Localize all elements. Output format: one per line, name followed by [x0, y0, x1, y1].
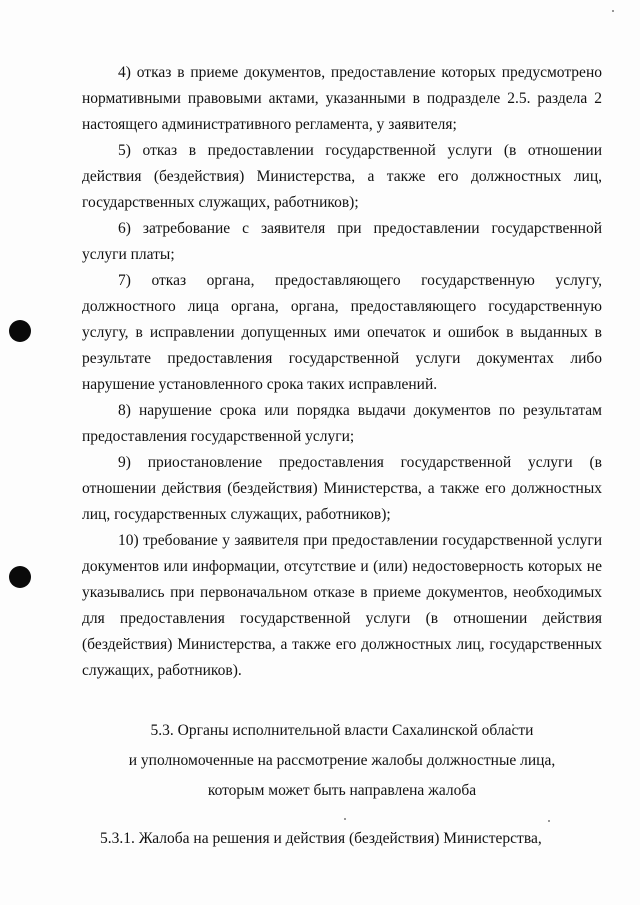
paragraph-5-3-1: 5.3.1. Жалоба на решения и действия (бездействия) Министерства,	[100, 830, 542, 847]
heading-line-1: 5.3. Органы исполнительной власти Сахалинской области	[150, 722, 534, 739]
document-body	[82, 60, 602, 852]
punch-hole-top	[9, 320, 31, 342]
paragraph-item-6: 6) затребование с заявителя при предоставлении государственной услуги платы;	[82, 220, 602, 263]
paragraph-item-4: 4) отказ в приеме документов, предоставление которых предусмотрено нормативными правовыми актами, указанными в подразделе 2.5. раздела 2 настоящего административного регламента, у заявителя;	[82, 64, 602, 133]
paragraph-item-10: 10) требование у заявителя при предоставлении государственной услуги документов или информации, отсутствие и (или) недостоверность которых не указывались при первоначальном отказе в приеме документов, необходимых для предоставления государственной услуги (в отношении действия (бездействия) Министерства, а также его должностных лиц, государственных служащих, работников).	[82, 532, 602, 679]
paragraph-item-8: 8) нарушение срока или порядка выдачи документов по результатам предоставления государственной услуги;	[82, 402, 602, 445]
scan-speck	[612, 10, 614, 12]
paragraph-item-7: 7) отказ органа, предоставляющего государственную услугу, должностного лица органа, органа, предоставляющего государственную услугу, в исправлении допущенных ими опечаток и ошибок в выданных в результате предоставления государственной услуги документах либо нарушение установленного срока таких исправлений.	[82, 272, 602, 393]
paragraph-item-5: 5) отказ в предоставлении государственной услуги (в отношении действия (бездействия) Министерства, а также его должностных лиц, государственных служащих, работников);	[82, 142, 602, 211]
section-heading-5-3	[82, 716, 602, 806]
heading-line-3: которым может быть направлена жалоба	[207, 782, 477, 799]
paragraph-item-9: 9) приостановление предоставления государственной услуги (в отношении действия (бездействия) Министерства, а также его должностных лиц, государственных служащих, работников);	[82, 454, 602, 523]
punch-hole-bottom	[9, 566, 31, 588]
heading-line-2: и уполномоченные на рассмотрение жалобы должностные лица,	[128, 752, 556, 769]
